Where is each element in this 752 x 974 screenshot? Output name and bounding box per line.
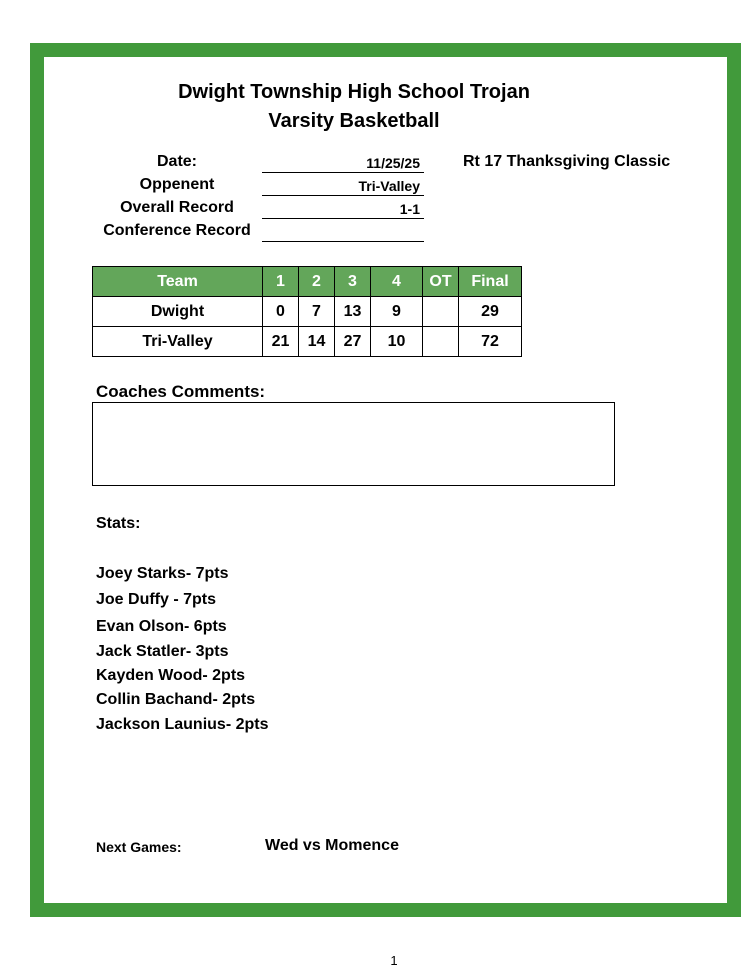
opponent-value: Tri-Valley [262,176,424,196]
header-q4: 4 [371,267,423,297]
team-cell: Tri-Valley [93,327,263,357]
q1-cell: 0 [263,297,299,327]
team-cell: Dwight [93,297,263,327]
scoreboard-header-row [93,267,522,297]
page-title: Dwight Township High School Trojan [178,81,530,103]
q3-cell: 13 [335,297,371,327]
next-games-value: Wed vs Momence [265,837,399,854]
next-games-label: Next Games: [96,839,182,855]
date-value: 11/25/25 [262,153,424,173]
header-q2: 2 [299,267,335,297]
overall-record-value: 1-1 [262,199,424,219]
q1-cell: 21 [263,327,299,357]
list-item: Joe Duffy - 7pts [96,591,217,608]
header-team: Team [93,267,263,297]
list-item: Jack Statler- 3pts [96,643,229,660]
tournament-name: Rt 17 Thanksgiving Classic [463,153,671,170]
list-item: Kayden Wood- 2pts [96,667,246,684]
opponent-label: Oppenent [139,176,215,193]
q2-cell: 14 [299,327,335,357]
page-number: 1 [390,953,398,968]
q4-cell: 9 [371,297,423,327]
ot-cell [423,327,459,357]
table-row [93,327,522,357]
ot-cell [423,297,459,327]
date-label: Date: [156,153,197,170]
conference-record-value [262,222,424,242]
q4-cell: 10 [371,327,423,357]
header-q3: 3 [335,267,371,297]
conference-record-label: Conference Record [103,222,251,239]
final-cell: 72 [459,327,522,357]
q3-cell: 27 [335,327,371,357]
list-item: Jackson Launius- 2pts [96,716,269,733]
table-row [93,297,522,327]
coaches-comments-box [92,402,615,486]
coaches-comments-heading: Coaches Comments: [96,382,266,401]
list-item: Collin Bachand- 2pts [96,691,256,708]
list-item: Evan Olson- 6pts [96,618,227,635]
stats-heading: Stats: [96,515,141,532]
list-item: Joey Starks- 7pts [96,565,229,582]
header-final: Final [459,267,522,297]
overall-record-label: Overall Record [120,199,234,216]
header-q1: 1 [263,267,299,297]
q2-cell: 7 [299,297,335,327]
header-ot: OT [423,267,459,297]
final-cell: 29 [459,297,522,327]
scoreboard-table [92,266,522,357]
page-subtitle: Varsity Basketball [268,110,440,132]
